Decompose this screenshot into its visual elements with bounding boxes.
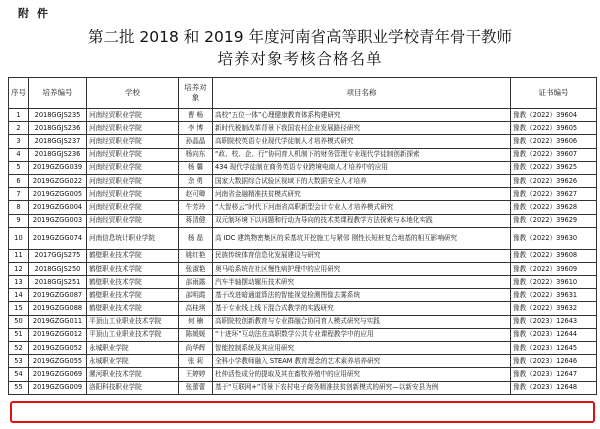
cell-trainee: 李 博	[179, 122, 213, 135]
cell-code: 2018GGJS236	[29, 148, 87, 161]
table-row	[9, 214, 597, 227]
cell-cert: 豫教（2022）39625	[511, 161, 597, 174]
cell-trainee: 邵雨露	[179, 276, 213, 289]
cell-code: 2019GZGG005	[29, 188, 87, 201]
cell-code: 2019GZGG069	[29, 368, 87, 381]
cell-code: 2019GZGG012	[29, 328, 87, 341]
cell-cert: 豫教（2022）39609	[511, 262, 597, 275]
cell-project: 基于改进暗通道算法的智能视觉检测图像去雾系统	[213, 289, 511, 302]
table-row	[9, 135, 597, 148]
cell-project: 奥马哈系统在社区慢性病护理中的应用研究	[213, 262, 511, 275]
cell-code: 2018GGJS251	[29, 276, 87, 289]
table-row	[9, 342, 597, 355]
cell-project: 基于“互联网+”背景下农村电子商务精准扶贫创新模式的研究—以新安县为例	[213, 381, 511, 394]
cell-school: 河南经贸职业学院	[87, 188, 179, 201]
cell-cert: 豫教（2022）39629	[511, 214, 597, 227]
table-row	[9, 174, 597, 187]
cell-no: 2	[9, 122, 29, 135]
cell-project: “大智移云”时代下河南省高职新型会计专业人才培养模式研究	[213, 201, 511, 214]
cell-school: 河南经贸职业学院	[87, 148, 179, 161]
cell-trainee: 张 莉	[179, 355, 213, 368]
cell-school: 河南经贸职业学院	[87, 201, 179, 214]
cell-trainee: 张蕾蕾	[179, 381, 213, 394]
cell-no: 12	[9, 262, 29, 275]
cell-school: 河南经贸职业学院	[87, 214, 179, 227]
cell-code: 2019GZGG052	[29, 342, 87, 355]
cell-code: 2019GZGG074	[29, 227, 87, 249]
col-header-code: 培养编号	[29, 78, 87, 109]
cell-project: 434 现代学徒制在商务英语专业跨境电商人才培养中的应用	[213, 161, 511, 174]
table-row	[9, 289, 597, 302]
table-row	[9, 161, 597, 174]
cell-code: 2018GGJS236	[29, 122, 87, 135]
cell-cert: 豫教（2022）39626	[511, 174, 597, 187]
cell-code: 2018GGJS235	[29, 109, 87, 122]
cell-cert: 豫教（2022）39608	[511, 249, 597, 262]
cell-school: 鹤壁职业技术学院	[87, 289, 179, 302]
table-row	[9, 109, 597, 122]
table-header-row	[9, 78, 597, 109]
cell-trainee: 何 楠	[179, 315, 213, 328]
cell-school: 鹤壁职业技术学院	[87, 302, 179, 315]
cell-code: 2019GZGG022	[29, 174, 87, 187]
cell-trainee: 孙晶晶	[179, 135, 213, 148]
cell-cert: 豫教（2022）39628	[511, 201, 597, 214]
table-row	[9, 276, 597, 289]
cell-no: 10	[9, 227, 29, 249]
cell-no: 9	[9, 214, 29, 227]
cell-no: 54	[9, 368, 29, 381]
cell-cert: 豫教（2022）39632	[511, 302, 597, 315]
cell-cert: 豫教（2022）39607	[511, 148, 597, 161]
col-header-trainee: 培养对象	[179, 78, 213, 109]
cell-school: 河南信息统计职业学院	[87, 227, 179, 249]
col-header-school: 学校	[87, 78, 179, 109]
cell-cert: 豫教（2022）39605	[511, 122, 597, 135]
cell-cert: 豫教（2023）12644	[511, 328, 597, 341]
cell-trainee: 曹 畅	[179, 109, 213, 122]
cell-project: 高职院校英语专业现代学徒制人才培养模式研究	[213, 135, 511, 148]
table-row	[9, 227, 597, 249]
table-row	[9, 201, 597, 214]
cell-cert: 豫教（2022）39627	[511, 188, 597, 201]
cell-project: “十进环”互动法在高职数学公共专业课程教学中的应用	[213, 328, 511, 341]
cell-cert: 豫教（2023）12643	[511, 315, 597, 328]
table-row	[9, 249, 597, 262]
cell-project: 高 IDC 建筑物密集区的采基坑开挖施工与紧邻 刚性长短桩复合地基的相互影响研究	[213, 227, 511, 249]
table-row	[9, 122, 597, 135]
cell-cert: 豫教（2023）12646	[511, 355, 597, 368]
cell-trainee: 杨 磊	[179, 227, 213, 249]
table-row	[9, 188, 597, 201]
cell-code: 2019GZGG087	[29, 289, 87, 302]
cell-school: 永城职业学院	[87, 342, 179, 355]
cell-trainee: 张淑艳	[179, 262, 213, 275]
table-row	[9, 148, 597, 161]
cell-project: 高校“五位一体”心理健康教育体系构建研究	[213, 109, 511, 122]
page-title-line2: 培养对象考核合格名单	[217, 50, 383, 68]
cell-cert: 豫教（2022）39604	[511, 109, 597, 122]
cell-cert: 豫教（2023）12648	[511, 381, 597, 394]
cell-no: 50	[9, 315, 29, 328]
cell-project: 基于专业线上线下混合式教学的实践研究	[213, 302, 511, 315]
cell-no: 55	[9, 381, 29, 394]
table-row	[9, 368, 597, 381]
cell-project: 新时代税制改革背景下我国农村企业发展路径研究	[213, 122, 511, 135]
cell-school: 河南经贸职业学院	[87, 109, 179, 122]
cell-project: 高职院校创新教育与专业群融合协同育人模式研究与实践	[213, 315, 511, 328]
cell-code: 2018GGJS250	[29, 262, 87, 275]
cell-project: 智能控制系统及其应用研究	[213, 342, 511, 355]
cell-no: 4	[9, 148, 29, 161]
cell-project: 民族传统体育信息化发展建设与研究	[213, 249, 511, 262]
col-header-project: 项目名称	[213, 78, 511, 109]
cell-code: 2019GZGG055	[29, 355, 87, 368]
table-row	[9, 315, 597, 328]
page-title-line1: 第二批 2018 和 2019 年度河南省高等职业学校青年骨干教师	[87, 28, 513, 46]
cell-project: “政、校、企、行”协同育人机制下的财务管理专业现代学徒制创新探索	[213, 148, 511, 161]
cell-trainee: 高桂琪	[179, 302, 213, 315]
cell-school: 河南经贸职业学院	[87, 135, 179, 148]
cell-trainee: 姚红艳	[179, 249, 213, 262]
cell-code: 2019GZGG088	[29, 302, 87, 315]
cell-cert: 豫教（2022）39610	[511, 276, 597, 289]
cell-no: 11	[9, 249, 29, 262]
cell-trainee: 余 勇	[179, 174, 213, 187]
cell-no: 7	[9, 188, 29, 201]
annex-label: 附件	[18, 7, 56, 20]
cell-no: 3	[9, 135, 29, 148]
cell-no: 6	[9, 174, 29, 187]
cell-no: 8	[9, 201, 29, 214]
cell-school: 河南经贸职业学院	[87, 161, 179, 174]
cell-no: 14	[9, 289, 29, 302]
cell-project: 杜仲活性成分的提取及其在畜牧养殖中的应用研究	[213, 368, 511, 381]
cell-trainee: 王婷婷	[179, 368, 213, 381]
cell-cert: 豫教（2023）12647	[511, 368, 597, 381]
cell-school: 河南经贸职业学院	[87, 122, 179, 135]
col-header-no: 序号	[9, 78, 29, 109]
cell-no: 1	[9, 109, 29, 122]
cell-code: 2019GZGG009	[29, 381, 87, 394]
cell-school: 永城职业学院	[87, 355, 179, 368]
cell-project: 双元制环境下以问题和行动为导向的技术类课程教学方法探索与本地化实践	[213, 214, 511, 227]
qualified-list-table	[8, 77, 597, 395]
cell-project: 河南省金融精准扶贫模式研究	[213, 188, 511, 201]
cell-trainee: 蒋清健	[179, 214, 213, 227]
cell-no: 5	[9, 161, 29, 174]
cell-trainee: 邵明霞	[179, 289, 213, 302]
cell-no: 51	[9, 328, 29, 341]
cell-project: 汽车半轴摆动辗压技术研究	[213, 276, 511, 289]
cell-school: 平顶山工业职业技术学院	[87, 315, 179, 328]
cell-no: 52	[9, 342, 29, 355]
cell-code: 2019GZGG039	[29, 161, 87, 174]
highlight-box	[10, 401, 595, 423]
cell-trainee: 赵可卿	[179, 188, 213, 201]
table-row	[9, 381, 597, 394]
table-row	[9, 302, 597, 315]
col-header-cert: 证书编号	[511, 78, 597, 109]
cell-school: 漯河职业技术学院	[87, 368, 179, 381]
cell-code: 2017GGJS275	[29, 249, 87, 262]
cell-trainee: 牛芳玲	[179, 201, 213, 214]
cell-school: 鹤壁职业技术学院	[87, 249, 179, 262]
cell-school: 河南经贸职业学院	[87, 174, 179, 187]
cell-school: 鹤壁职业技术学院	[87, 276, 179, 289]
cell-trainee: 杨 馨	[179, 161, 213, 174]
cell-school: 平顶山工业职业技术学院	[87, 328, 179, 341]
cell-cert: 豫教（2022）39630	[511, 227, 597, 249]
cell-trainee: 陈媛媛	[179, 328, 213, 341]
cell-cert: 豫教（2023）12645	[511, 342, 597, 355]
cell-school: 洛阳科技职业学院	[87, 381, 179, 394]
cell-cert: 豫教（2022）39631	[511, 289, 597, 302]
cell-no: 15	[9, 302, 29, 315]
table-row	[9, 262, 597, 275]
cell-school: 鹤壁职业技术学院	[87, 262, 179, 275]
cell-cert: 豫教（2022）39606	[511, 135, 597, 148]
cell-trainee: 尚华辉	[179, 342, 213, 355]
cell-no: 53	[9, 355, 29, 368]
cell-code: 2019GZGG003	[29, 214, 87, 227]
table-row	[9, 355, 597, 368]
table-body	[9, 109, 597, 395]
cell-code: 2019GZGG004	[29, 201, 87, 214]
table-row	[9, 328, 597, 341]
cell-trainee: 杨向东	[179, 148, 213, 161]
cell-code: 2019GZGG011	[29, 315, 87, 328]
cell-no: 13	[9, 276, 29, 289]
cell-project: 全科小学教师融入 STEAM 教育理念的艺术素养培养研究	[213, 355, 511, 368]
cell-project: 国家大数据综合试验区视域下的大数据安全人才培养	[213, 174, 511, 187]
cell-code: 2018GGJS237	[29, 135, 87, 148]
